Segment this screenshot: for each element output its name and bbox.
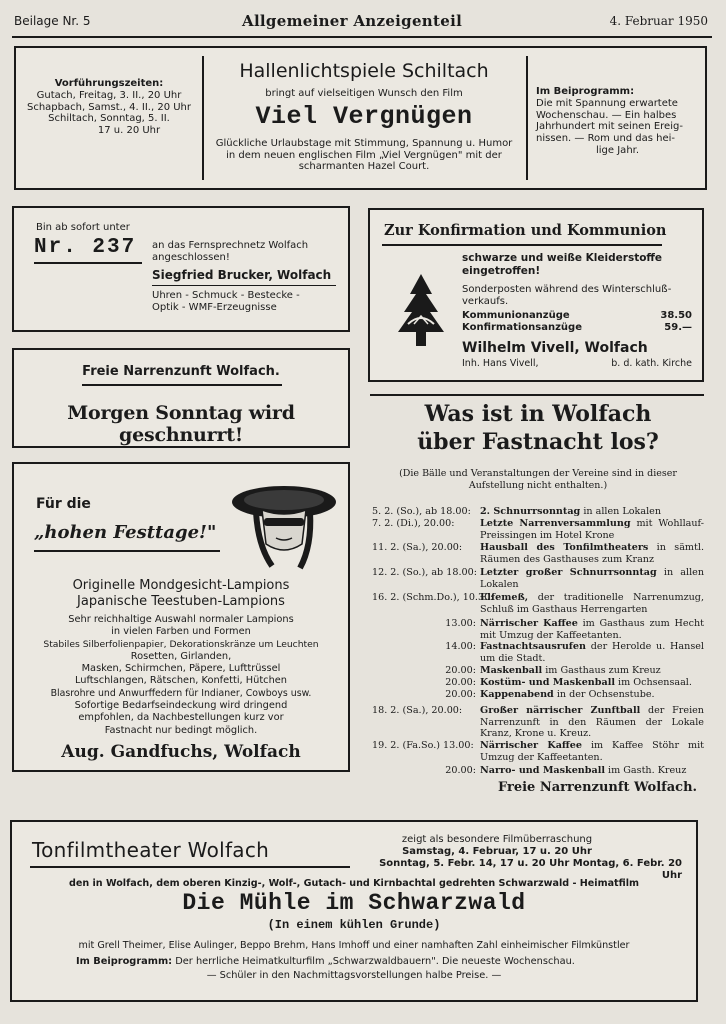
ad-tonfilmtheater: [10, 820, 698, 1002]
film-description: Glückliche Urlaubstage mit Stimmung, Spannung u. Humor in dem neuen englischen Film „Viel Vergnügen" mit der scharmanten Hazel Court.: [215, 138, 513, 172]
price-row: Konfirmationsanzüge 59.—: [462, 322, 692, 333]
event-title: Kappenabend: [480, 689, 554, 700]
event-date: 16. 2. (Schm.Do.), 10.30:: [372, 592, 494, 603]
page-header: [14, 12, 708, 32]
event-text: [480, 677, 704, 689]
event-title: Elfemeß,: [480, 592, 529, 603]
event-text: [480, 665, 704, 677]
event-title: Letzter großer Schnurrsonntag: [480, 567, 657, 578]
events-note: (Die Bälle und Veranstaltungen der Vereine sind in dieser Aufstellung nicht enthalten.): [399, 468, 677, 491]
tonfilm-title-rule: [30, 866, 350, 868]
event-text: [480, 506, 704, 518]
event-date: 12. 2. (So.), ab 18.00:: [372, 567, 477, 578]
section-title: Allgemeiner Anzeigenteil: [242, 12, 463, 30]
event-date: 20.00:: [445, 689, 476, 700]
event-desc: im Gasth. Kreuz: [605, 765, 687, 776]
tonfilm-film-sub: (In einem kühlen Grunde): [267, 918, 441, 932]
event-date: 18. 2. (Sa.), 20.00:: [372, 705, 463, 716]
vivell-title-rule: [382, 244, 662, 246]
brucker-text: an das Fernsprechnetz Wolfach angeschlossen!: [152, 240, 309, 263]
ad-hallenlichtspiele: [14, 46, 707, 190]
brucker-intro: Bin ab sofort unter: [36, 222, 130, 233]
ad-gandfuchs: [12, 462, 350, 772]
screening-times: [20, 78, 198, 137]
times-title: Vorführungszeiten:: [54, 78, 164, 89]
event-desc: der traditionelle Narrenumzug, Schluß im Gasthaus Herrengarten: [480, 592, 704, 615]
phone-number: Nr. 237: [34, 236, 137, 259]
event-title: Kostüm- und Maskenball: [480, 677, 615, 688]
gandfuchs-for: Für die: [36, 496, 91, 512]
event-title: Maskenball: [480, 665, 543, 676]
narren-title: Freie Narrenzunft Wolfach.: [82, 364, 280, 379]
ad-brucker: [12, 206, 350, 332]
event-title: Närrischer Kaffee: [480, 618, 578, 629]
event-desc: im Gasthaus zum Kreuz: [542, 665, 661, 676]
christmas-tree-icon: [390, 272, 452, 356]
vivell-title: Zur Konfirmation und Kommunion: [384, 222, 667, 239]
cinema-title: Hallenlichtspiele Schiltach: [239, 60, 489, 82]
tonfilm-cast: mit Grell Theimer, Elise Aulinger, Beppo Brehm, Hans Imhoff und einer namhaften Zahl einheimischer Filmkünstler: [78, 940, 630, 951]
event-date: 7. 2. (Di.), 20.00:: [372, 518, 455, 529]
event-text: [480, 765, 704, 777]
event-title: Großer närrischer Zunftball: [480, 705, 641, 716]
gandfuchs-feast: „hohen Festtage!": [34, 522, 217, 543]
events-top-rule: [370, 394, 704, 396]
time-schiltach-hours: 17 u. 20 Uhr: [97, 125, 161, 137]
time-schiltach: Schiltach, Sonntag, 5. II.: [48, 113, 170, 125]
tonfilm-title: Tonfilmtheater Wolfach: [32, 838, 270, 862]
feast-rule: [34, 550, 220, 552]
narren-rule: [82, 384, 282, 386]
tonfilm-film: Die Mühle im Schwarzwald: [182, 890, 526, 916]
header-rule: [12, 36, 712, 38]
tonfilm-beiprog: Im Beiprogramm: Der herrliche Heimatkulturfilm „Schwarzwaldbauern". Die neueste Wochenschau.: [76, 956, 575, 967]
event-title: Fastnachtsausrufen: [480, 641, 587, 652]
event-date: 20.00:: [445, 677, 476, 688]
event-desc: in allen Lokalen: [580, 506, 661, 517]
event-text: [480, 542, 704, 565]
events-signature: Freie Narrenzunft Wolfach.: [498, 780, 698, 795]
issue-label: Beilage Nr. 5: [14, 14, 91, 28]
cinema-subtitle: bringt auf vielseitigen Wunsch den Film: [265, 88, 463, 99]
event-text: [480, 689, 704, 701]
event-desc: im Ochsensaal.: [614, 677, 692, 688]
event-date: 5. 2. (So.), ab 18.00:: [372, 506, 471, 517]
event-date: 20.00:: [445, 665, 476, 676]
tonfilm-schedule: zeigt als besondere Filmüberraschung Samstag, 4. Februar, 17 u. 20 Uhr Sonntag, 5. Febr. 14, 17 u. 20 Uhr Montag, 6. Febr. 20 Uhr: [379, 834, 682, 881]
vivell-fabrics: schwarze und weiße Kleiderstoffe eingetroffen!: [462, 252, 663, 277]
divider-left: [202, 56, 204, 180]
ad-narrenzunft: [12, 348, 350, 448]
event-date: 14.00:: [445, 641, 476, 652]
event-title: Hausball des Tonfilmtheaters: [480, 542, 649, 553]
divider-right: [526, 56, 528, 180]
name-underline: [152, 285, 336, 286]
number-underline: [34, 262, 142, 264]
time-gutach: Gutach, Freitag, 3. II., 20 Uhr: [36, 89, 182, 101]
teahouse-lampions: Japanische Teestuben-Lampions: [77, 594, 285, 609]
event-title: Letzte Narrenversammlung: [480, 518, 631, 529]
event-title: Narro- und Maskenball: [480, 765, 605, 776]
events-title: Was ist in Wolfach über Fastnacht los?: [417, 401, 659, 455]
event-desc: in sämtl. Räumen des Gasthauses zum Kranz: [480, 542, 704, 565]
event-date: 11. 2. (Sa.), 20.00:: [372, 542, 463, 553]
film-title: Viel Vergnügen: [255, 102, 473, 131]
gandfuchs-headlines: [14, 578, 348, 610]
tonfilm-line: den in Wolfach, dem oberen Kinzig-, Wolf-, Gutach- und Kirnbachtal gedrehten Schwarzwald - Heimatfilm: [68, 878, 640, 889]
event-date: 13.00:: [445, 618, 476, 629]
event-text: [480, 567, 704, 590]
event-desc: im Kaffee Stöhr mit Umzug der Kaffeetanten.: [480, 740, 704, 763]
vivell-name: Wilhelm Vivell, Wolfach: [462, 340, 648, 356]
event-desc: der Herolde u. Hansel um die Stadt.: [480, 641, 704, 664]
event-text: [480, 740, 704, 763]
event-date: 20.00:: [445, 765, 476, 776]
vivell-prices: [462, 310, 692, 334]
gandfuchs-name: Aug. Gandfuchs, Wolfach: [61, 742, 301, 762]
event-date: 19. 2. (Fa.So.) 13.00:: [372, 740, 474, 751]
event-title: Närrischer Kaffee: [480, 740, 582, 751]
event-text: [480, 705, 704, 740]
ad-vivell: [368, 208, 704, 382]
vivell-owner: Inh. Hans Vivell, b. d. kath. Kirche: [462, 358, 692, 369]
event-title: 2. Schnurrsonntag: [480, 506, 581, 517]
brucker-goods: Uhren - Schmuck - Bestecke - Optik - WMF-Erzeugnisse: [152, 290, 300, 313]
price-row: Kommunionanzüge 38.50: [462, 310, 692, 321]
event-text: [480, 592, 704, 615]
issue-date: 4. Februar 1950: [609, 14, 708, 28]
event-desc: in allen Lokalen: [480, 567, 704, 590]
vivell-sale: Sonderposten während des Winterschluß- verkaufs.: [462, 284, 672, 307]
narren-slogan: Morgen Sonntag wird geschnurrt!: [67, 402, 295, 446]
event-text: [480, 618, 704, 641]
beiprogramm: Im Beiprogramm: Die mit Spannung erwartete Wochenschau. — Ein halbes Jahrhundert mit seinen Ereig- nissen. — Rom und das hei- lige Jahr.: [536, 86, 683, 156]
moon-lampions: Originelle Mondgesicht-Lampions: [72, 578, 290, 593]
time-schapbach: Schapbach, Samst., 4. II., 20 Uhr: [26, 101, 192, 113]
event-text: [480, 641, 704, 664]
event-desc: im Gasthaus zum Hecht mit Umzug der Kaffeetanten.: [480, 618, 704, 641]
event-desc: mit Wohllauf-Preissingen im Hotel Krone: [480, 518, 704, 541]
tonfilm-pupils: — Schüler in den Nachmittagsvorstellungen halbe Preise. —: [206, 970, 502, 981]
event-desc: der Freien Narrenzunft in den Räumen der Lokale Kranz, Krone u. Kreuz.: [480, 705, 704, 739]
event-text: [480, 518, 704, 541]
gandfuchs-items: Sehr reichhaltige Auswahl normaler Lampions in vielen Farben und Formen Stabiles Silberfolienpapier, Dekorationskränze um Leuchten Rosetten, Girlanden, Masken, Schirmchen, Päpere, Lufttrüssel Luftschlangen, Rätschen, Konfetti, Hütchen Blasrohre und Anwurffedern für Indianer, Cowboys usw. Sofortige Bedarfseindeckung wird dringend empfohlen, da Nachbestellungen kurz vor Fastnacht nur bedingt möglich.: [43, 614, 319, 736]
masked-woman-illustration-icon: [228, 476, 340, 576]
brucker-name: Siegfried Brucker, Wolfach: [152, 268, 332, 282]
event-desc: in der Ochsenstube.: [553, 689, 655, 700]
